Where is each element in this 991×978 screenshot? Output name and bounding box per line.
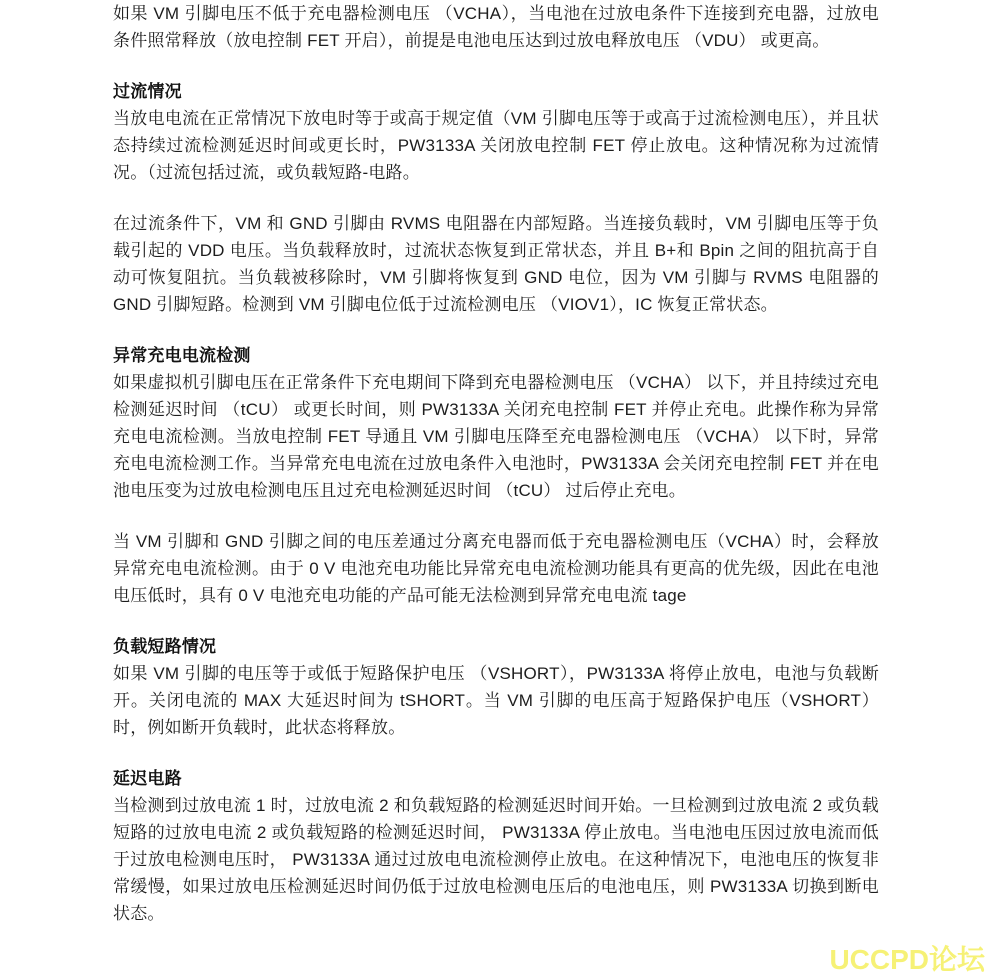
section-heading-abnormal-charge-current: 异常充电电流检测: [113, 346, 251, 365]
intro-paragraph: 如果 VM 引脚电压不低于充电器检测电压 （VCHA），当电池在过放电条件下连接到充电器，过放电条件照常释放（放电控制 FET 开启），前提是电池电压达到过放电释放电压 （VDU） 或更高。: [113, 4, 879, 50]
abnormal-charge-paragraph-2: 当 VM 引脚和 GND 引脚之间的电压差通过分离充电器而低于充电器检测电压（VCHA）时，会释放异常充电电流检测。由于 0 V 电池充电功能比异常充电电流检测功能具有更高的优先级，因此在电池电压低时，具有 0 V 电池充电功能的产品可能无法检测到异常充电电流 tage: [113, 532, 879, 605]
abnormal-charge-paragraph-1: 如果虚拟机引脚电压在正常条件下充电期间下降到充电器检测电压 （VCHA） 以下，并且持续过充电检测延迟时间 （tCU） 或更长时间，则 PW3133A 关闭充电控制 FET 并停止充电。此操作称为异常充电电流检测。当放电控制 FET 导通且 VM 引脚电压降至充电器检测电压 （VCHA） 以下时，异常充电电流检测工作。当异常充电电流在过放电条件入电池时，PW3133A 会关闭充电控制 FET 并在电池电压变为过放电检测电压且过充电检测延迟时间 （tCU） 过后停止充电。: [113, 373, 879, 500]
load-short-circuit-paragraph-1: 如果 VM 引脚的电压等于或低于短路保护电压 （VSHORT），PW3133A 将停止放电，电池与负载断开。关闭电流的 MAX 大延迟时间为 tSHORT。当 VM 引脚的电压高于短路保护电压（VSHORT）时，例如断开负载时，此状态将释放。: [113, 664, 879, 737]
section-heading-delay-circuit: 延迟电路: [113, 769, 182, 788]
document-content: [113, 0, 879, 927]
overcurrent-paragraph-1: 当放电电流在正常情况下放电时等于或高于规定值（VM 引脚电压等于或高于过流检测电压），并且状态持续过流检测延迟时间或更长时，PW3133A 关闭放电控制 FET 停止放电。这种情况称为过流情况。（过流包括过流，或负载短路-电路。: [113, 109, 879, 182]
section-heading-overcurrent: 过流情况: [113, 82, 182, 101]
watermark-uccpd-forum: UCCPD论坛: [829, 944, 985, 975]
overcurrent-paragraph-2: 在过流条件下，VM 和 GND 引脚由 RVMS 电阻器在内部短路。当连接负载时，VM 引脚电压等于负载引起的 VDD 电压。当负载释放时，过流状态恢复到正常状态，并且 B+和 Bpin 之间的阻抗高于自动可恢复阻抗。当负载被移除时，VM 引脚将恢复到 GND 电位，因为 VM 引脚与 RVMS 电阻器的 GND 引脚短路。检测到 VM 引脚电位低于过流检测电压 （VIOV1），IC 恢复正常状态。: [113, 214, 879, 314]
delay-circuit-paragraph-1: 当检测到过放电流 1 时，过放电流 2 和负载短路的检测延迟时间开始。一旦检测到过放电流 2 或负载短路的过放电电流 2 或负载短路的检测延迟时间， PW3133A 停止放电。当电池电压因过放电流而低于过放电检测电压时， PW3133A 通过过放电电流检测停止放电。在这种情况下，电池电压的恢复非常缓慢，如果过放电压检测延迟时间仍低于过放电检测电压后的电池电压，则 PW3133A 切换到断电状态。: [113, 796, 879, 923]
section-heading-load-short-circuit: 负载短路情况: [113, 637, 217, 656]
